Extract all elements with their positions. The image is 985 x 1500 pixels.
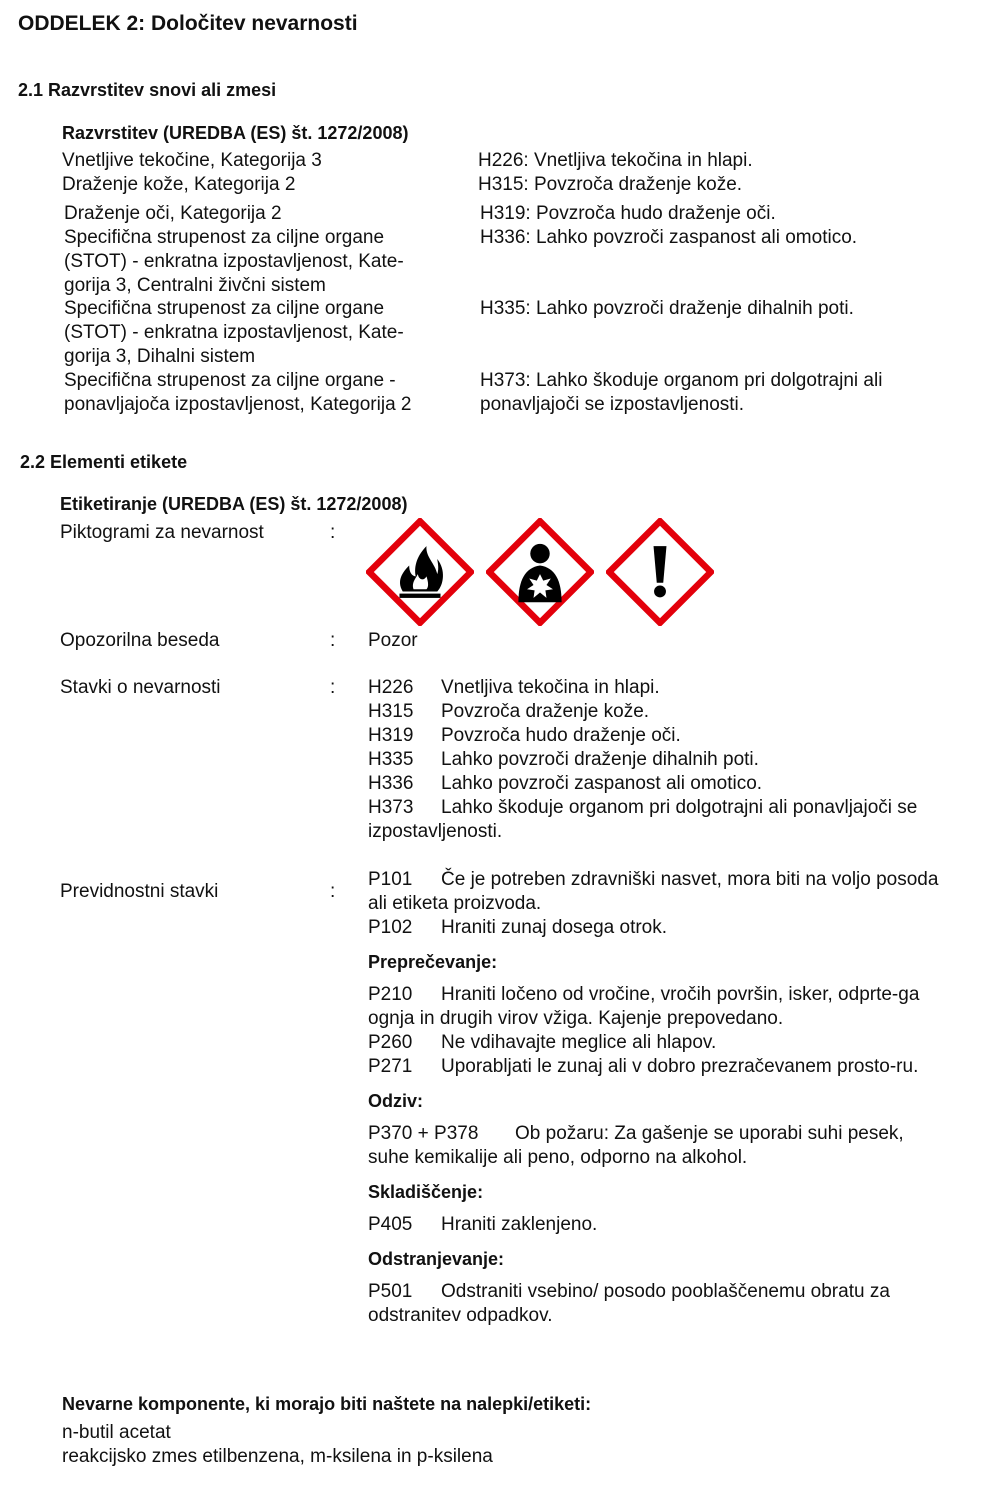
classification-category: Specifična strupenost za ciljne organe (STOT) - enkratna izpostavljenost, Kate- gorija 3, Centralni živčni sistem — [64, 227, 404, 296]
classification-statement: H373: Lahko škoduje organom pri dolgotrajni ali ponavljajoči se izpostavljenosti. — [480, 370, 883, 415]
classification-category: Specifična strupenost za ciljne organe (STOT) - enkratna izpostavljenost, Kate- gorija 3, Dihalni sistem — [64, 298, 404, 367]
pictograms-label: Piktogrami za nevarnost — [60, 522, 264, 543]
classification-category: Specifična strupenost za ciljne organe - ponavljajoča izpostavljenost, Kategorija 2 — [64, 370, 412, 415]
section-2-1-heading: 2.1 Razvrstitev snovi ali zmesi — [18, 80, 277, 100]
classification-subheading: Razvrstitev (UREDBA (ES) št. 1272/2008) — [62, 123, 409, 143]
statement-code: H315 — [368, 701, 414, 722]
hazard-statement — [368, 700, 948, 724]
statement-text: Povzroča draženje kože. — [441, 701, 650, 722]
hazardous-component: n-butil acetat — [62, 1422, 171, 1443]
statement-code: H373 — [368, 797, 414, 818]
statement-code: P101 — [368, 869, 413, 890]
statement-code: H335 — [368, 749, 414, 770]
statement-code: P501 — [368, 1281, 413, 1302]
hazard-statements-colon: : — [330, 677, 336, 698]
precautionary-statements-label: Previdnostni stavki — [60, 881, 219, 902]
classification-category: Draženje oči, Kategorija 2 — [64, 203, 282, 224]
hazard-statements-label: Stavki o nevarnosti — [60, 677, 221, 698]
statement-text: Ob požaru: Za gašenje se uporabi suhi pesek, suhe kemikalije ali peno, odporno na alkohol. — [368, 1123, 904, 1168]
health-hazard-pictogram-icon — [486, 518, 594, 626]
labelling-subheading: Etiketiranje (UREDBA (ES) št. 1272/2008) — [60, 494, 408, 514]
hazard-statement — [368, 676, 948, 700]
statement-code: P370 + P378 — [368, 1123, 479, 1144]
hazard-statements-list — [368, 676, 948, 844]
precautionary-statements-colon: : — [330, 881, 336, 902]
precautionary-statement — [368, 868, 948, 916]
prevention-heading: Preprečevanje: — [368, 952, 498, 972]
precautionary-statement — [368, 1055, 948, 1079]
statement-text: Povzroča hudo draženje oči. — [441, 725, 681, 746]
statement-code: H336 — [368, 773, 414, 794]
classification-category: Vnetljive tekočine, Kategorija 3 — [62, 150, 322, 171]
statement-text: Ne vdihavajte meglice ali hlapov. — [441, 1032, 717, 1053]
response-heading: Odziv: — [368, 1091, 424, 1111]
section-2-2-heading: 2.2 Elementi etikete — [20, 452, 188, 472]
flame-pictogram-icon — [366, 518, 474, 626]
statement-code: H226 — [368, 677, 414, 698]
statement-text: Lahko povzroči zaspanost ali omotico. — [441, 773, 763, 794]
precautionary-statement — [368, 1213, 948, 1237]
statement-code: P405 — [368, 1214, 413, 1235]
statement-code: P210 — [368, 984, 413, 1005]
classification-category: Draženje kože, Kategorija 2 — [62, 174, 296, 195]
statement-text: Uporabljati le zunaj ali v dobro prezračevanem prosto-ru. — [441, 1056, 919, 1077]
statement-text: Če je potreben zdravniški nasvet, mora biti na voljo posoda ali etiketa proizvoda. — [368, 869, 939, 914]
hazard-statement — [368, 748, 948, 772]
statement-code: H319 — [368, 725, 414, 746]
statement-text: Vnetljiva tekočina in hlapi. — [441, 677, 660, 698]
precautionary-statement — [368, 1280, 948, 1328]
classification-statement: H335: Lahko povzroči draženje dihalnih poti. — [480, 298, 854, 319]
pictograms-colon: : — [330, 522, 336, 543]
statement-text: Hraniti zaklenjeno. — [441, 1214, 598, 1235]
statement-text: Hraniti zunaj dosega otrok. — [441, 917, 668, 938]
hazard-statement — [368, 796, 948, 844]
signal-word-label: Opozorilna beseda — [60, 630, 220, 651]
section-title: ODDELEK 2: Določitev nevarnosti — [18, 12, 358, 35]
statement-text: Odstraniti vsebino/ posodo pooblaščenemu obratu za odstranitev odpadkov. — [368, 1281, 890, 1326]
statement-code: P271 — [368, 1056, 413, 1077]
signal-word-colon: : — [330, 630, 336, 651]
hazardous-component: reakcijsko zmes etilbenzena, m-ksilena in p-ksilena — [62, 1446, 493, 1467]
statement-text: Hraniti ločeno od vročine, vročih površin, isker, odprte-ga ognja in drugih virov vžiga. Kajenje prepovedano. — [368, 984, 920, 1029]
classification-statement: H336: Lahko povzroči zaspanost ali omotico. — [480, 227, 858, 248]
precautionary-statement — [368, 1122, 948, 1170]
pictograms — [366, 518, 716, 630]
storage-heading: Skladiščenje: — [368, 1182, 484, 1202]
statement-text: Lahko povzroči draženje dihalnih poti. — [441, 749, 759, 770]
statement-text: Lahko škoduje organom pri dolgotrajni ali ponavljajoči se izpostavljenosti. — [368, 797, 918, 842]
classification-statement: H319: Povzroča hudo draženje oči. — [480, 203, 776, 224]
exclamation-pictogram-icon — [606, 518, 714, 626]
hazard-statement — [368, 772, 948, 796]
disposal-heading: Odstranjevanje: — [368, 1249, 505, 1269]
classification-statement: H315: Povzroča draženje kože. — [478, 174, 743, 195]
signal-word-value: Pozor — [368, 630, 418, 651]
statement-code: P260 — [368, 1032, 413, 1053]
classification-statement: H226: Vnetljiva tekočina in hlapi. — [478, 150, 753, 171]
precautionary-statement — [368, 1031, 948, 1055]
statement-code: P102 — [368, 917, 413, 938]
hazardous-components-heading: Nevarne komponente, ki morajo biti naštete na nalepki/etiketi: — [62, 1394, 592, 1414]
hazard-statement — [368, 724, 948, 748]
precautionary-statement — [368, 983, 948, 1031]
precautionary-statements-list — [368, 868, 948, 1328]
precautionary-statement — [368, 916, 948, 940]
